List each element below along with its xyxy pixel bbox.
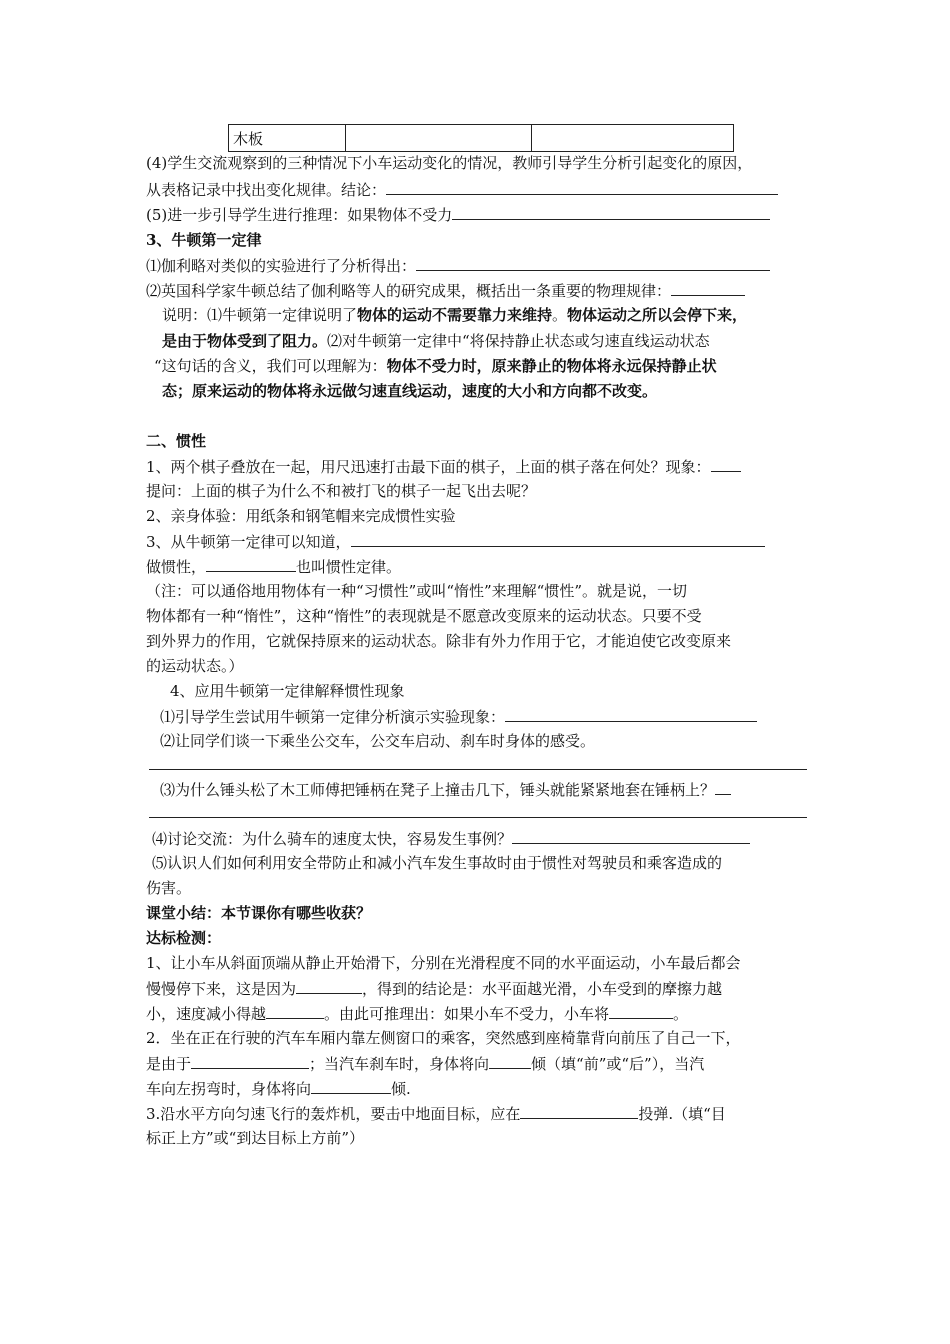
note-line-1: （注：可以通俗地用物体有一种“习惯性”或叫“惰性”来理解“惯性”。就是说，一切 bbox=[146, 582, 688, 600]
table-row bbox=[229, 125, 734, 152]
answer-blank[interactable] bbox=[351, 530, 765, 547]
answer-line[interactable] bbox=[149, 769, 807, 770]
question-1-line-1: 1、让小车从斜面顶端从静止开始滑下，分别在光滑程度不同的水平面运动，小车最后都会 bbox=[146, 954, 741, 972]
answer-blank[interactable] bbox=[711, 455, 741, 472]
inertia-item-3: 3、从牛顿第一定律可以知道， bbox=[146, 530, 810, 553]
explanation-line-2: 是由于物体受到了阻力。⑵对牛顿第一定律中“将保持静止状态或匀速直线运动状态 bbox=[162, 332, 710, 350]
answer-blank[interactable] bbox=[505, 705, 757, 722]
answer-blank[interactable] bbox=[266, 1002, 324, 1019]
answer-blank[interactable] bbox=[386, 178, 778, 195]
answer-blank[interactable] bbox=[671, 279, 745, 296]
explanation-line-1: 说明：⑴牛顿第一定律说明了物体的运动不需要靠力来维持。物体运动之所以会停下来， bbox=[162, 306, 748, 324]
note-line-4: 的运动状态。） bbox=[146, 657, 244, 675]
inertia-4-5-line-1: ⑸认识人们如何利用安全带防止和减小汽车发生事故时由于惯性对驾驶员和乘客造成的 bbox=[152, 854, 723, 872]
check-heading: 达标检测： bbox=[146, 929, 222, 947]
question-3-line-1: 3.沿水平方向匀速飞行的轰炸机，要击中地面目标，应在 投弹.（填“目 bbox=[146, 1102, 810, 1125]
question-1-line-3: 小，速度减小得越 。由此可推理出：如果小车不受力，小车将 。 bbox=[146, 1002, 810, 1025]
inertia-question: 提问：上面的棋子为什么不和被打飞的棋子一起飞出去呢？ bbox=[146, 482, 537, 500]
table-cell-empty bbox=[346, 125, 532, 152]
answer-blank[interactable] bbox=[206, 555, 296, 572]
answer-blank[interactable] bbox=[489, 1052, 531, 1069]
inertia-item-4: 4、应用牛顿第一定律解释惯性现象 bbox=[170, 682, 405, 700]
class-summary: 课堂小结：本节课你有哪些收获？ bbox=[146, 904, 372, 922]
newton-item-1: ⑴伽利略对类似的实验进行了分析得出： bbox=[146, 254, 810, 277]
question-2-line-1: 2．坐在正在行驶的汽车车厢内靠左侧窗口的乘客，突然感到座椅靠背向前压了自己一下， bbox=[146, 1029, 741, 1047]
inertia-item-3-cont: 做惯性， 也叫惯性定律。 bbox=[146, 555, 810, 578]
inertia-4-3: ⑶为什么锤头松了木工师傅把锤柄在凳子上撞击几下，锤头就能紧紧地套在锤柄上？ bbox=[160, 778, 824, 801]
answer-line[interactable] bbox=[149, 817, 807, 818]
answer-blank[interactable] bbox=[520, 1102, 638, 1119]
step-4-line-2: 从表格记录中找出变化规律。结论： bbox=[146, 178, 810, 201]
question-1-line-2: 慢慢停下来，这是因为 ，得到的结论是：水平面越光滑，小车受到的摩擦力越 bbox=[146, 977, 810, 1000]
answer-blank[interactable] bbox=[715, 778, 731, 795]
answer-blank[interactable] bbox=[191, 1052, 309, 1069]
answer-blank[interactable] bbox=[311, 1077, 391, 1094]
explanation-line-3: “这句话的含义，我们可以理解为：物体不受力时，原来静止的物体将永远保持静止状 bbox=[154, 357, 717, 375]
inertia-item-1: 1、两个棋子叠放在一起，用尺迅速打击最下面的棋子，上面的棋子落在何处？现象： bbox=[146, 455, 810, 478]
inertia-4-1: ⑴引导学生尝试用牛顿第一定律分析演示实验现象： bbox=[160, 705, 824, 728]
question-2-line-3: 车向左拐弯时，身体将向 倾. bbox=[146, 1077, 810, 1100]
explanation-line-4: 态；原来运动的物体将永远做匀速直线运动，速度的大小和方向都不改变。 bbox=[162, 382, 658, 400]
question-2-line-2: 是由于 ；当汽车刹车时，身体将向 倾（填“前”或“后”），当汽 bbox=[146, 1052, 810, 1075]
observation-table-fragment bbox=[228, 124, 734, 152]
section-heading-inertia: 二、惯性 bbox=[146, 432, 207, 450]
answer-blank[interactable] bbox=[416, 254, 770, 271]
answer-blank[interactable] bbox=[512, 827, 750, 844]
step-4-line-1: (4)学生交流观察到的三种情况下小车运动变化的情况，教师引导学生分析引起变化的原因， bbox=[146, 154, 753, 172]
step-5-line: (5)进一步引导学生进行推理：如果物体不受力 bbox=[146, 203, 810, 226]
answer-blank[interactable] bbox=[452, 203, 770, 220]
table-cell-label: 木板 bbox=[229, 125, 346, 152]
answer-blank[interactable] bbox=[609, 1002, 673, 1019]
section-heading-newton: 3、牛顿第一定律 bbox=[146, 231, 262, 249]
answer-blank[interactable] bbox=[296, 977, 362, 994]
inertia-4-5-line-2: 伤害。 bbox=[146, 879, 192, 897]
note-line-3: 到外界力的作用，它就保持原来的运动状态。除非有外力作用于它，才能迫使它改变原来 bbox=[146, 632, 732, 650]
inertia-item-2: 2、亲身体验：用纸条和钢笔帽来完成惯性实验 bbox=[146, 507, 456, 525]
table-cell-empty bbox=[532, 125, 734, 152]
newton-item-2: ⑵英国科学家牛顿总结了伽利略等人的研究成果，概括出一条重要的物理规律： bbox=[146, 279, 810, 302]
inertia-4-4: ⑷讨论交流：为什么骑车的速度太快，容易发生事例？ bbox=[152, 827, 816, 850]
inertia-4-2: ⑵让同学们谈一下乘坐公交车，公交车启动、刹车时身体的感受。 bbox=[160, 732, 596, 750]
question-3-line-2: 标正上方”或“到达目标上方前”） bbox=[146, 1129, 365, 1147]
note-line-2: 物体都有一种“惰性”，这种“惰性”的表现就是不愿意改变原来的运动状态。只要不受 bbox=[146, 607, 702, 625]
